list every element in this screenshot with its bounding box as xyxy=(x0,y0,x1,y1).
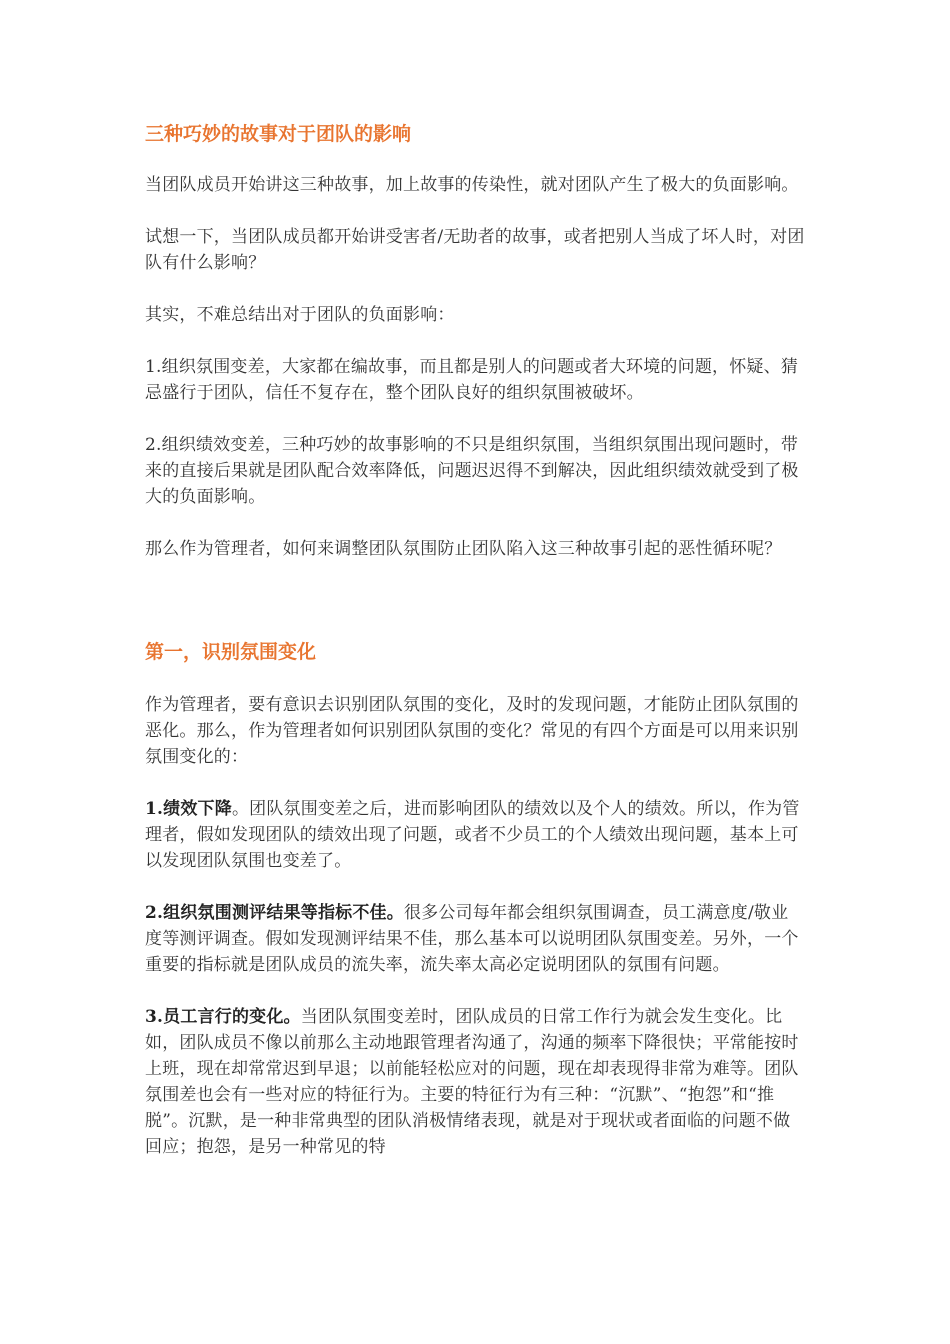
paragraph: 试想一下，当团队成员都开始讲受害者/无助者的故事，或者把别人当成了坏人时，对团队有什么影响？ xyxy=(145,227,805,273)
paragraph: 当团队成员开始讲这三种故事，加上故事的传染性，就对团队产生了极大的负面影响。 xyxy=(145,175,799,195)
item-text: 当团队氛围变差时，团队成员的日常工作行为就会发生变化。比如，团队成员不像以前那么主动地跟管理者沟通了，沟通的频率下降很快；平常能按时上班，现在却常常迟到早退；以前能轻松应对的问题，现在却表现得非常为难等。团队氛围差也会有一些对应的特征行为。主要的特征行为有三种：“沉默”、“抱怨”和“推脱”。沉默，是一种非常典型的团队消极情绪表现，就是对于现状或者面临的问题不做回应；抱怨，是另一种常见的特 xyxy=(145,1007,799,1157)
item-lead: 3.员工言行的变化。 xyxy=(145,1007,301,1027)
item-lead: 2.组织氛围测评结果等指标不佳。 xyxy=(145,903,404,923)
item-lead: 1.绩效下降 xyxy=(145,799,232,819)
section-title: 第一，识别氛围变化 xyxy=(145,641,317,663)
paragraph: 作为管理者，要有意识去识别团队氛围的变化，及时的发现问题，才能防止团队氛围的恶化。那么，作为管理者如何识别团队氛围的变化？常见的有四个方面是可以用来识别氛围变化的： xyxy=(145,695,799,767)
paragraph: 那么作为管理者，如何来调整团队氛围防止团队陷入这三种故事引起的恶性循环呢？ xyxy=(145,539,782,559)
item-text: 很多公司每年都会组织氛围调查，员工满意度/敬业度等测评调查。假如发现测评结果不佳，那么基本可以说明团队氛围变差。另外，一个重要的指标就是团队成员的流失率，流失率太高必定说明团队的氛围有问题。 xyxy=(145,903,799,975)
list-item xyxy=(145,900,805,978)
list-item xyxy=(145,1004,805,1160)
section-title: 三种巧妙的故事对于团队的影响 xyxy=(145,123,412,145)
list-paragraph: 2.组织绩效变差，三种巧妙的故事影响的不只是组织氛围，当组织氛围出现问题时，带来的直接后果就是团队配合效率降低，问题迟迟得不到解决，因此组织绩效就受到了极大的负面影响。 xyxy=(145,435,799,507)
list-paragraph: 1.组织氛围变差，大家都在编故事，而且都是别人的问题或者大环境的问题，怀疑、猜忌盛行于团队，信任不复存在，整个团队良好的组织氛围被破坏。 xyxy=(145,357,799,403)
list-item xyxy=(145,796,805,874)
item-text: 。团队氛围变差之后，进而影响团队的绩效以及个人的绩效。所以，作为管理者，假如发现团队的绩效出现了问题，或者不少员工的个人绩效出现问题，基本上可以发现团队氛围也变差了。 xyxy=(145,799,800,871)
paragraph: 其实，不难总结出对于团队的负面影响： xyxy=(145,305,455,325)
